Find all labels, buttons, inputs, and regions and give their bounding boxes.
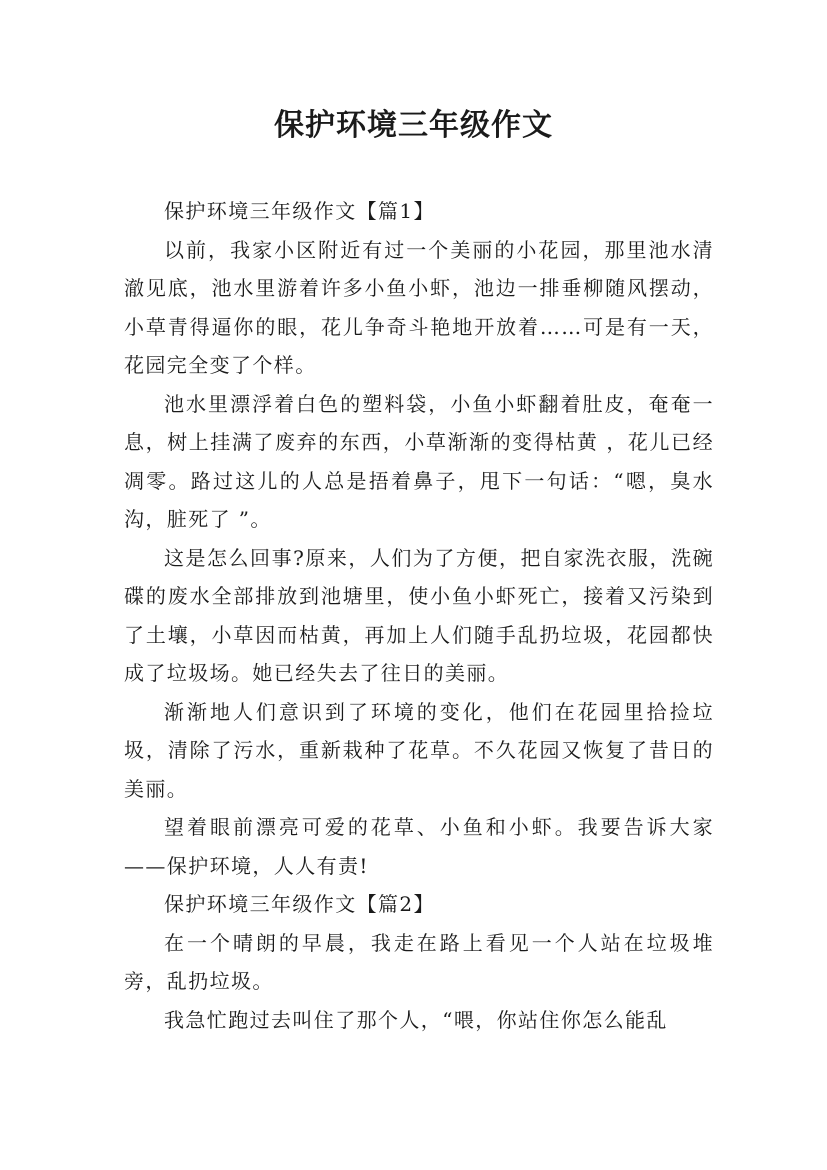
paragraph: 在一个晴朗的早晨，我走在路上看见一个人站在垃圾堆旁，乱扔垃圾。 bbox=[124, 930, 714, 993]
paragraph: 渐渐地人们意识到了环境的变化，他们在花园里拾捡垃圾，清除了污水，重新栽种了花草。不久花园又恢复了昔日的美丽。 bbox=[124, 699, 714, 801]
document-title: 保护环境三年级作文 bbox=[274, 108, 553, 143]
section-heading-1: 保护环境三年级作文【篇1】 bbox=[164, 199, 435, 223]
paragraph: 我急忙跑过去叫住了那个人，“喂，你站住你怎么能乱 bbox=[164, 1007, 668, 1032]
paragraph: 池水里漂浮着白色的塑料袋，小鱼小虾翻着肚皮，奄奄一息，树上挂满了废弃的东西，小草渐渐的变得枯黄 ，花儿已经凋零。路过这儿的人总是捂着鼻子，甩下一句话：“嗯，臭水沟，脏死了 ”。 bbox=[124, 391, 714, 531]
paragraph: 以前，我家小区附近有过一个美丽的小花园，那里池水清澈见底，池水里游着许多小鱼小虾，池边一排垂柳随风摆动，小草青得逼你的眼，花儿争奇斗艳地开放着……可是有一天，花园完全变了个样。 bbox=[124, 237, 714, 377]
document-body bbox=[124, 192, 714, 1039]
section-heading-2: 保护环境三年级作文【篇2】 bbox=[164, 892, 435, 916]
paragraph: 望着眼前漂亮可爱的花草、小鱼和小虾。我要告诉大家——保护环境，人人有责! bbox=[124, 815, 714, 878]
paragraph: 这是怎么回事?原来，人们为了方便，把自家洗衣服，洗碗碟的废水全部排放到池塘里，使小鱼小虾死亡，接着又污染到了土壤，小草因而枯黄，再加上人们随手乱扔垃圾，花园都快成了垃圾场。她已经失去了往日的美丽。 bbox=[124, 545, 714, 685]
